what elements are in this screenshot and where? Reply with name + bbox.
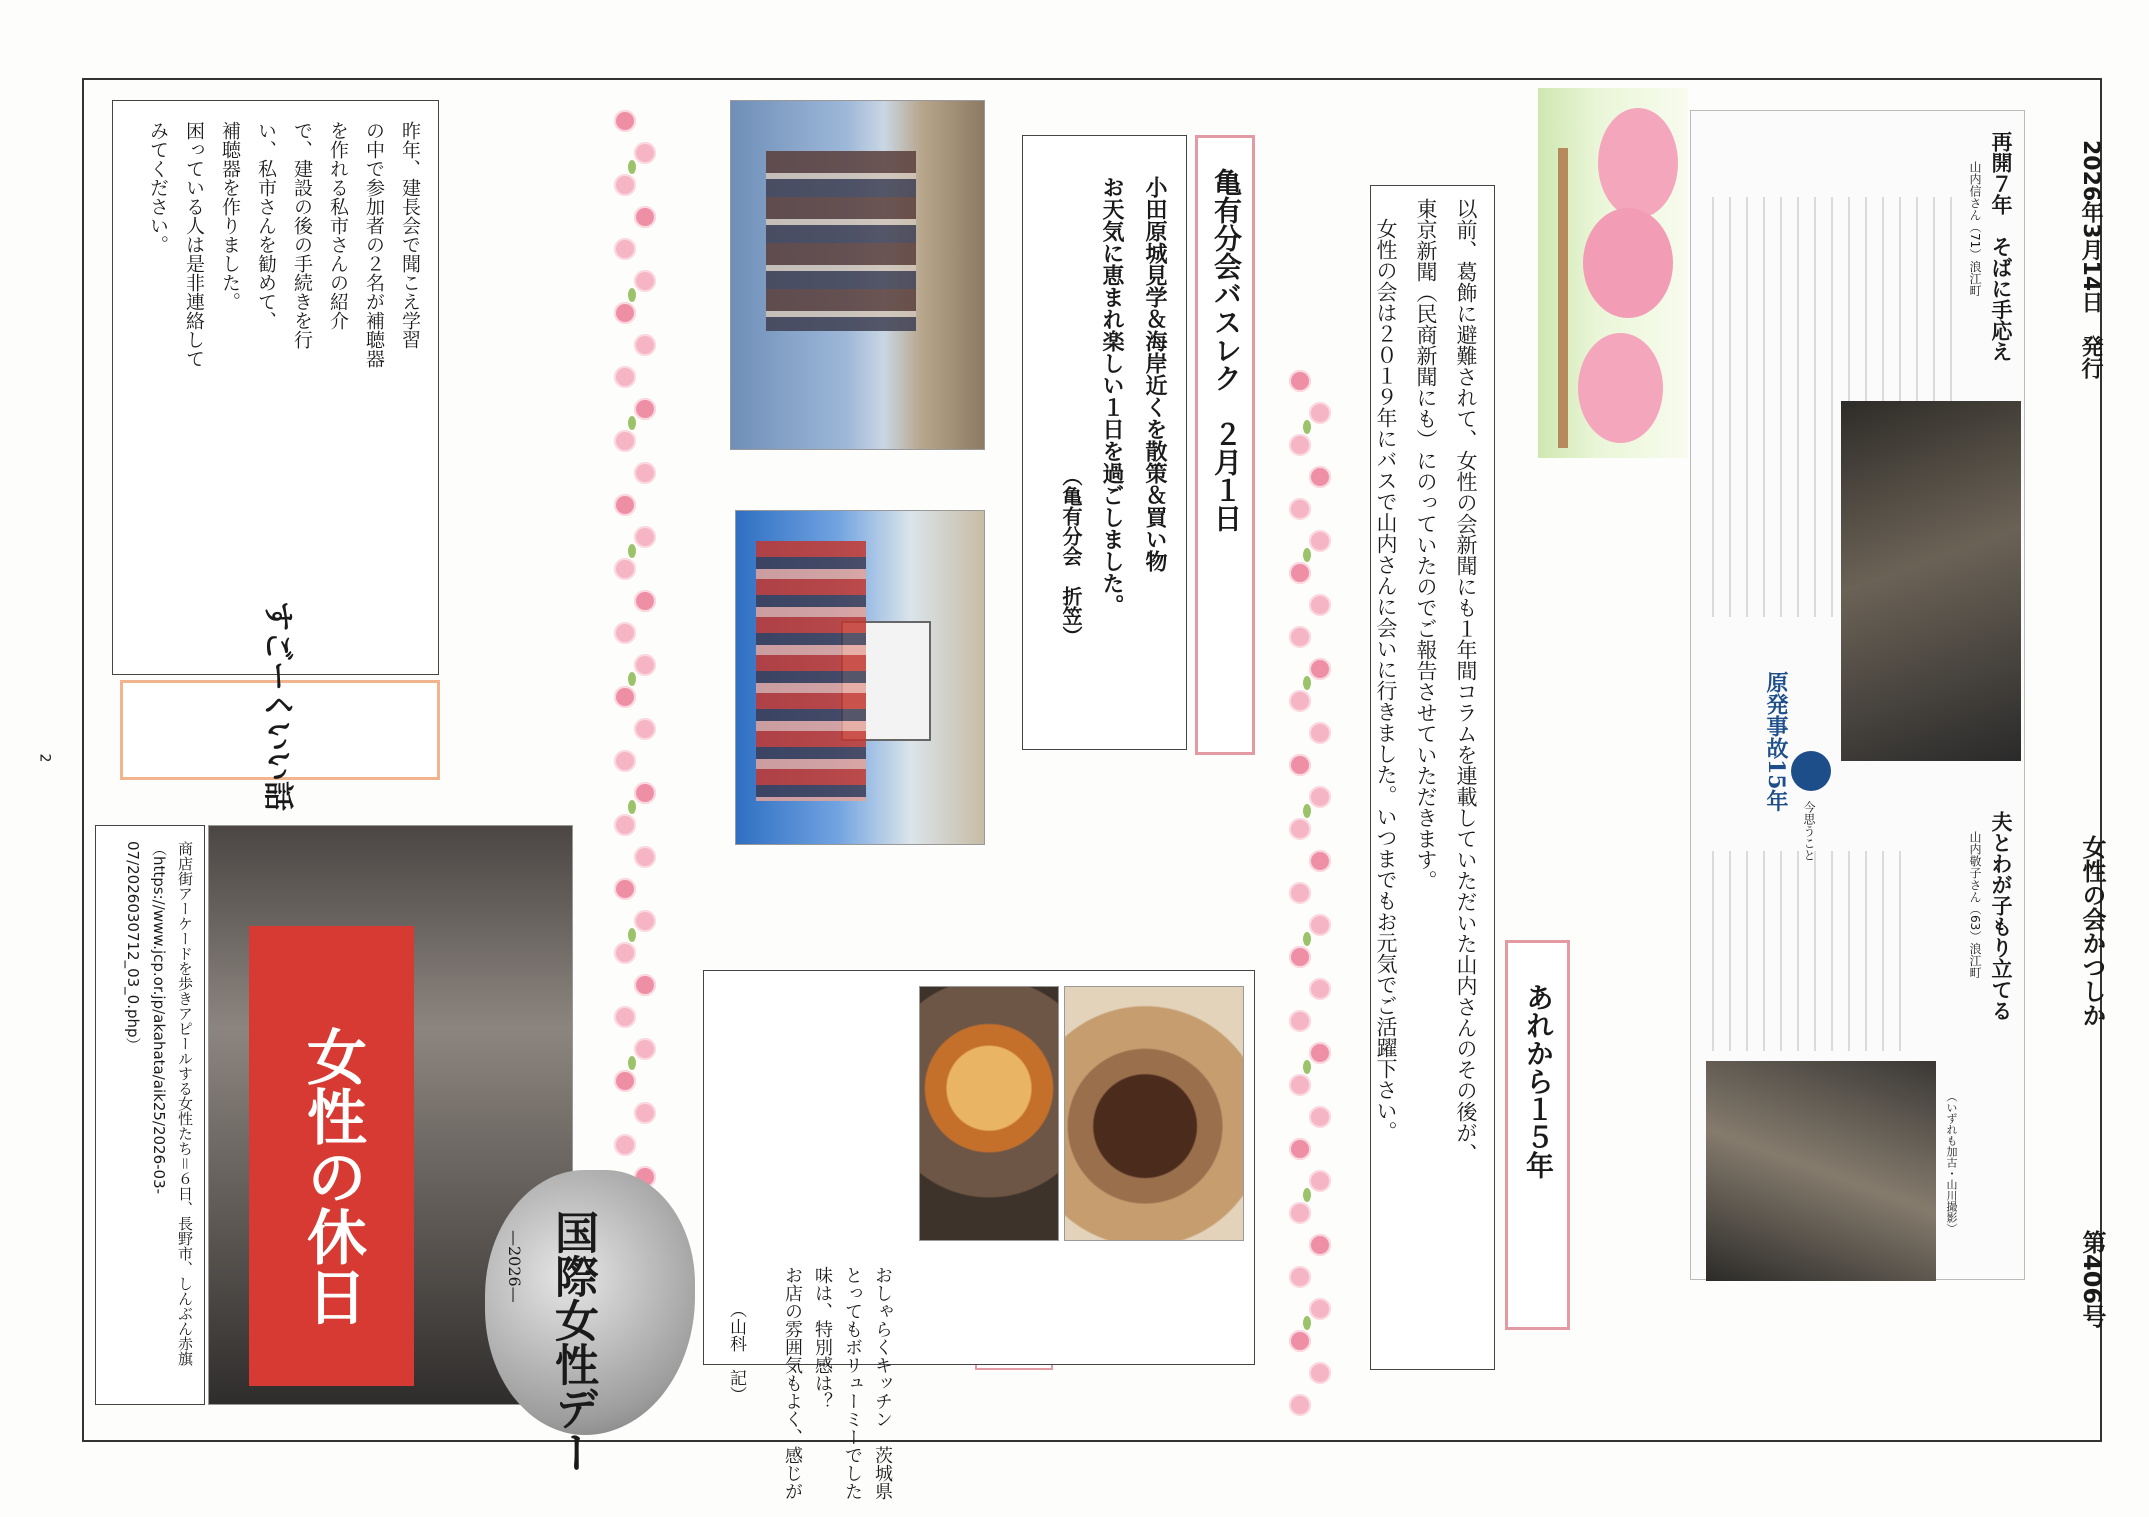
blossom-icon (1289, 690, 1311, 712)
leaf-icon (1303, 932, 1311, 946)
blossom-icon (1309, 658, 1331, 680)
bus-trip-photo-2 (735, 510, 985, 845)
womens-day-caption-box (95, 825, 205, 1405)
blossom-icon (634, 1038, 656, 1060)
blossom-garland-left (610, 110, 665, 1190)
blossom-icon (634, 270, 656, 292)
blossom-icon (1289, 818, 1311, 840)
tabelog-line-4: お店の雰囲気もよく、感じが (782, 1266, 803, 1500)
blossom-icon (1309, 786, 1331, 808)
blossom-icon (1289, 626, 1311, 648)
blossom-icon (1289, 882, 1311, 904)
blossom-icon (1309, 1042, 1331, 1064)
article-15years-line-3: 女性の会は２０１９年にバスで山内さんに会いに行きました。いつまでもお元気でご活躍下さい。 (1374, 218, 1398, 1142)
newspaper-clipping (1690, 110, 2025, 1280)
sugoi-line-3: を作れる私市さんの紹介 (327, 121, 349, 330)
tabelog-photo-gratin (919, 986, 1059, 1241)
blossom-icon (634, 398, 656, 420)
blossom-garland-right (1285, 370, 1340, 1430)
blossom-icon (1309, 466, 1331, 488)
heading-15years: あれから１５年 (1522, 983, 1555, 1179)
clipping-sub-badge: 今思うこと (1802, 801, 1816, 861)
blossom-icon (634, 142, 656, 164)
blossom-icon (1289, 1010, 1311, 1032)
blossom-icon (1309, 530, 1331, 552)
sugoi-line-1: 昨年、建長会で聞こえ学習 (399, 121, 421, 349)
blossom-icon (634, 526, 656, 548)
clipping-headline-2: 夫とわが子もり立てる (1989, 811, 2014, 1021)
cherry-tree-illustration (1538, 88, 1688, 458)
blossom-icon (614, 1006, 636, 1028)
blossom-icon (1309, 594, 1331, 616)
sugoi-line-4: で、建設の後の手続きを行 (291, 121, 313, 349)
blossom-icon (1289, 562, 1311, 584)
clipping-byline-1: 山内信さん（71）浪江町 (1968, 161, 1982, 297)
blossom-icon (634, 590, 656, 612)
blossom-icon (1309, 850, 1331, 872)
leaf-icon (628, 160, 636, 174)
blossom-icon (634, 910, 656, 932)
leaf-icon (628, 544, 636, 558)
leaf-icon (628, 672, 636, 686)
leaf-icon (628, 1056, 636, 1070)
leaf-icon (1303, 676, 1311, 690)
sugoi-line-2: の中で参加者の２名が補聴器 (363, 121, 385, 368)
sugoi-heading: すごーくいい話 (260, 601, 295, 811)
blossom-icon (1289, 1330, 1311, 1352)
leaf-icon (1303, 1060, 1311, 1074)
blossom-icon (614, 302, 636, 324)
blossom-icon (614, 942, 636, 964)
sugoi-article (112, 100, 439, 675)
blossom-icon (1309, 978, 1331, 1000)
article-15years-line-1: 以前、葛飾に避難されて、女性の会新聞にも１年間コラムを連載していただいた山内さんのその後が、 (1454, 198, 1478, 1164)
tabelog-line-3: 味は、特別感は？ (812, 1266, 833, 1410)
blossom-icon (1289, 1266, 1311, 1288)
leaf-icon (628, 800, 636, 814)
blossom-icon (1309, 1106, 1331, 1128)
blossom-icon (1289, 1074, 1311, 1096)
blossom-icon (614, 430, 636, 452)
bus-trip-title: 亀有分会バスレク ２月１日 (1210, 168, 1243, 532)
blossom-icon (614, 110, 636, 132)
sugoi-line-7: 困っている人は是非連絡して (183, 121, 205, 368)
blossom-icon (1289, 370, 1311, 392)
blossom-icon (1289, 1202, 1311, 1224)
blossom-icon (614, 814, 636, 836)
clipping-badge: 原発事故15年 (1763, 671, 1789, 812)
blossom-icon (1309, 1234, 1331, 1256)
blossom-icon (634, 782, 656, 804)
clipping-photo-couple (1706, 1061, 1936, 1281)
leaf-icon (1303, 1316, 1311, 1330)
blossom-icon (1309, 402, 1331, 424)
bus-trip-body (1022, 135, 1187, 750)
blossom-icon (614, 622, 636, 644)
bus-trip-title-box (1195, 135, 1255, 755)
blossom-icon (1289, 754, 1311, 776)
blossom-icon (1309, 722, 1331, 744)
tabelog-line-2: とってもボリューミーでした (842, 1266, 863, 1500)
bus-trip-photo-1 (730, 100, 985, 450)
leaf-icon (1303, 420, 1311, 434)
blossom-icon (634, 654, 656, 676)
blossom-icon (614, 1070, 636, 1092)
masthead-title: 女性の会かつしか (2078, 835, 2106, 1027)
page-number: 2 (36, 753, 53, 763)
leaf-icon (1303, 804, 1311, 818)
blossom-icon (614, 558, 636, 580)
tabelog-line-1: おしゃらくキッチン 茨城県 (872, 1266, 893, 1500)
leaf-icon (628, 416, 636, 430)
article-15years-line-2: 東京新聞（民商新聞にも）にのっていたのでご報告させていただきます。 (1414, 198, 1438, 891)
leaf-icon (628, 288, 636, 302)
blossom-icon (614, 174, 636, 196)
bus-trip-line-1: 小田原城見学＆海岸近くを散策＆買い物 (1142, 176, 1168, 572)
heading-box-15years (1505, 940, 1570, 1330)
womens-day-banner-text: 女性の休日 (297, 1026, 367, 1326)
blossom-icon (1289, 1394, 1311, 1416)
blossom-icon (614, 238, 636, 260)
photo-credit: （いずれも加古・山川撮影） (1945, 1091, 1958, 1234)
blossom-icon (1289, 1138, 1311, 1160)
tabelog-line-5: （山科 記） (726, 1301, 746, 1403)
badge-circle-icon (1791, 751, 1831, 791)
blossom-icon (1309, 914, 1331, 936)
clipping-byline-2: 山内敬子さん（63）浪江町 (1968, 831, 1982, 979)
blossom-icon (1289, 434, 1311, 456)
womens-day-stamp-year: —2026— (505, 1230, 524, 1303)
blossom-icon (1309, 1170, 1331, 1192)
sugoi-line-8: みてください。 (147, 121, 169, 254)
tabelog-photo-hamburg (1064, 986, 1244, 1241)
issue-number: 第406号 (2078, 1230, 2106, 1329)
womens-day-caption: 商店街アーケードを歩きアピールする女性たち＝６日、長野市、しんぶん赤旗（https://www.jcp.or.jp/akahata/aik25/2026-03-07/2026030712_03_0.php） (124, 841, 194, 1367)
clipping-headline-1: 再開７年 そばに手応え (1989, 131, 2014, 362)
blossom-icon (614, 1134, 636, 1156)
blossom-icon (1289, 946, 1311, 968)
sugoi-heading-box (120, 601, 440, 811)
leaf-icon (1303, 1188, 1311, 1202)
blossom-icon (614, 750, 636, 772)
blossom-icon (634, 718, 656, 740)
blossom-icon (634, 462, 656, 484)
womens-day-banner (249, 926, 414, 1386)
clipping-photo-chef (1841, 401, 2021, 761)
bus-trip-line-3: （亀有分会 折笠） (1059, 466, 1083, 646)
leaf-icon (1303, 548, 1311, 562)
blossom-icon (1309, 1362, 1331, 1384)
leaf-icon (628, 928, 636, 942)
blossom-icon (614, 686, 636, 708)
bus-trip-line-2: お天気に恵まれ楽しい１日を過ごしました。 (1099, 176, 1125, 616)
blossom-icon (614, 366, 636, 388)
sugoi-line-6: 補聴器を作りました。 (219, 121, 241, 311)
blossom-icon (634, 206, 656, 228)
sugoi-line-5: い、私市さんを勧めて、 (255, 121, 277, 330)
blossom-icon (634, 1102, 656, 1124)
blossom-icon (614, 494, 636, 516)
tabelog-article (703, 970, 1255, 1500)
blossom-icon (634, 334, 656, 356)
article-15years-body (1370, 185, 1495, 1370)
blossom-icon (1289, 498, 1311, 520)
blossom-icon (1309, 1298, 1331, 1320)
clipping-body-text-2 (1701, 851, 1901, 1051)
blossom-icon (634, 974, 656, 996)
blossom-icon (634, 846, 656, 868)
masthead-date: 2026年3月14日 発行 (2078, 140, 2103, 380)
womens-day-stamp-text: 国際女性デー (547, 1210, 598, 1474)
blossom-icon (614, 878, 636, 900)
